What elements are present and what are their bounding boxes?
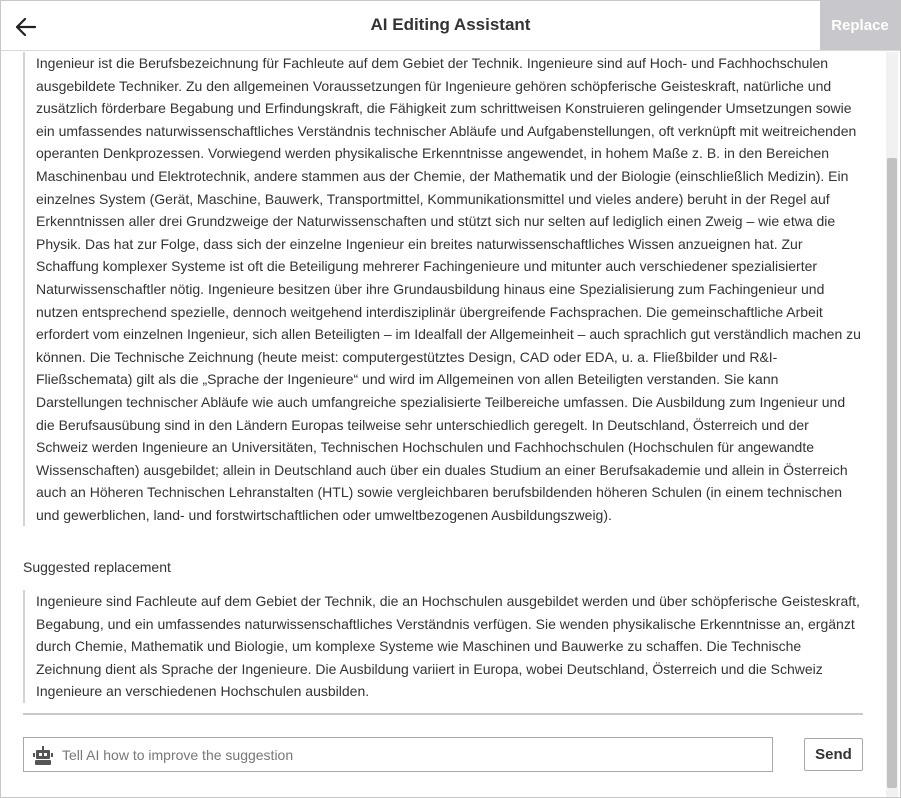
suggested-replacement-label: Suggested replacement bbox=[23, 559, 171, 575]
replace-button[interactable]: Replace bbox=[820, 1, 900, 50]
scrollbar[interactable] bbox=[886, 52, 898, 797]
robot-icon bbox=[33, 746, 53, 765]
prompt-input[interactable] bbox=[60, 738, 760, 771]
divider bbox=[23, 713, 863, 715]
suggested-replacement-text: Ingenieure sind Fachleute auf dem Gebiet der Technik, die an Hochschulen ausgebildet werden und über schöpferische Geisteskraft, Begabung, und ein umfassendes naturwissenschaftliches Verständnis verfügen. Sie wenden physikalische Erkenntnisse an, ergänzt durch Chemie, Mathematik und Biologie, um komplexe Systeme wie Maschinen und Bauwerke zu schaffen. Die Technische Zeichnung dient als Sprache der Ingenieure. Die Ausbildung variiert in Europa, wobei Deutschland, Österreich und die Schweiz Ingenieure an verschiedenen Hochschulen ausbilden. bbox=[23, 590, 863, 703]
scrollbar-thumb[interactable] bbox=[887, 158, 897, 788]
dialog-title: AI Editing Assistant bbox=[370, 15, 531, 34]
prompt-field[interactable] bbox=[23, 737, 773, 772]
send-button[interactable]: Send bbox=[804, 738, 863, 771]
original-text: Ingenieur ist die Berufsbezeichnung für Fachleute auf dem Gebiet der Technik. Ingenieure sind auf Hoch- und Fachhochschulen ausgebildete Techniker. Zu den allgemeinen Voraussetzungen für Ingenieure gehören schöpferische Geisteskraft, natürliche und zusätzlich förderbare Begabung und Erfindungskraft, die Fähigkeit zum schrittweisen Konstruieren gelingender Umsetzungen sowie ein umfassendes naturwissenschaftliches Verständnis technischer Abläufe und Aufgabenstellungen, oft verknüpft mit weitreichenden operanten Denkprozessen. Vorwiegend werden physikalische Erkenntnisse angewendet, in hohem Maße z. B. in den Bereichen Maschinenbau und Elektrotechnik, andere stammen aus der Chemie, der Mathematik und der Biologie (einschließlich Medizin). Ein einzelnes System (Gerät, Maschine, Bauwerk, Transportmittel, Kommunikationsmittel und vieles andere) beruht in der Regel auf Erkenntnissen aller drei Grundzweige der Naturwissenschaften und stützt sich nur selten auf lediglich einen Zweig – wie etwa die Physik. Das hat zur Folge, dass sich der einzelne Ingenieur ein breites naturwissenschaftliches Wissen anzueignen hat. Zur Schaffung komplexer Systeme ist oft die Beteiligung mehrerer Fachingenieure und mitunter auch verschiedener spezialisierter Naturwissenschaftler nötig. Ingenieure besitzen über ihre Grundausbildung hinaus eine Spezialisierung zum Fachingenieur und nutzen entsprechend spezielle, dennoch weitgehend interdisziplinär übergreifende Fachsprachen. Die gemeinschaftliche Arbeit erfordert vom einzelnen Ingenieur, sich allen Beteiligten – im Idealfall der Allgemeinheit – auch sprachlich gut verständlich machen zu können. Die Technische Zeichnung (heute meist: computergestütztes Design, CAD oder EDA, u. a. Fließbilder und R&I-Fließschemata) gilt als die „Sprache der Ingenieure“ und wird im Allgemeinen von allen Beteiligten verstanden. Sie kann Darstellungen technischer Abläufe wie auch umfangreiche spezialisierte Teilbereiche umfassen. Die Ausbildung zum Ingenieur und die Berufsausübung sind in den Ländern Europas teilweise sehr unterschiedlich geregelt. In Deutschland, Österreich und der Schweiz werden Ingenieure an Universitäten, Technischen Hochschulen und Fachhochschulen (Hochschulen für angewandte Wissenschaften) ausgebildet; allein in Deutschland auch über ein duales Studium an einer Berufsakademie und allein in Österreich auch an Höheren Technischen Lehranstalten (HTL) sowie vergleichbaren berufsbildenden höheren Schulen (in einem technischen und gewerblichen, land- und forstwirtschaftlichen oder umweltbezogenen Ausbildungszweig). bbox=[23, 52, 863, 526]
dialog-header bbox=[1, 1, 900, 51]
